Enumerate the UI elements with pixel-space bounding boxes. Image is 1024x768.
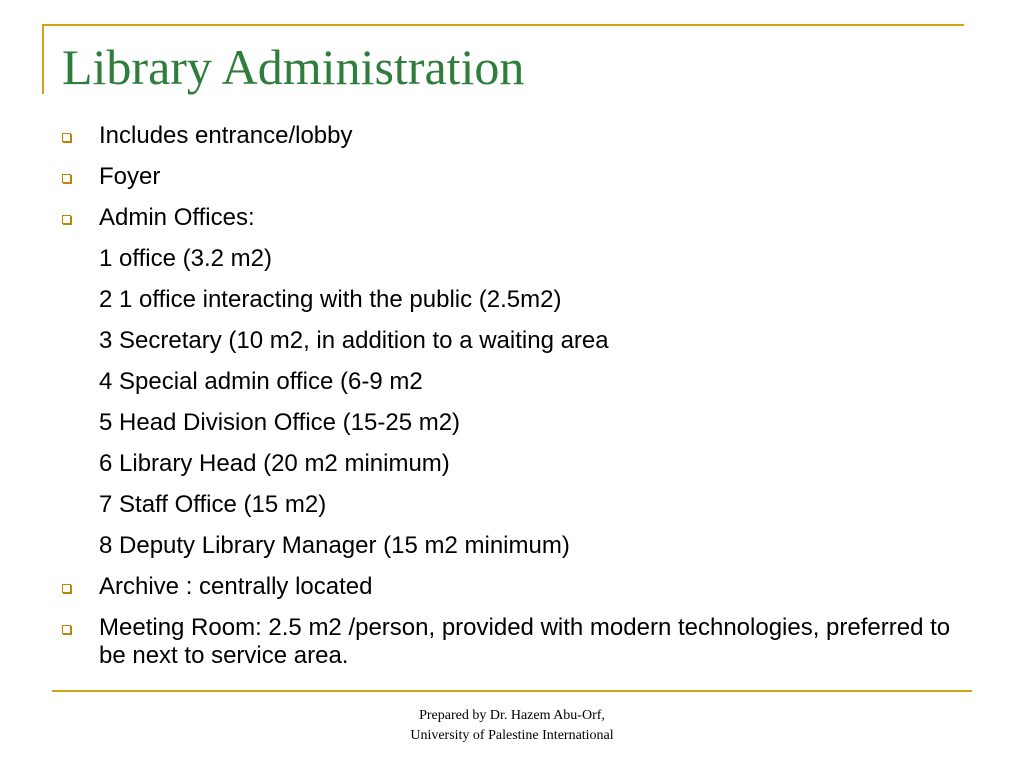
sub-item: 5 Head Division Office (15-25 m2) — [99, 409, 461, 436]
bullet-item — [62, 163, 962, 191]
slide-title: Library Administration — [62, 39, 525, 95]
sub-item: 6 Library Head (20 m2 minimum) — [99, 450, 450, 477]
sub-item: 1 office (3.2 m2) — [99, 245, 272, 272]
bottom-rule — [52, 690, 972, 692]
footer-line-institution: University of Palestine International — [410, 728, 614, 743]
bullet-item — [62, 122, 962, 150]
bullet-text: Foyer — [99, 163, 161, 190]
bullet-text: Includes entrance/lobby — [99, 122, 353, 149]
square-bullet-icon — [62, 625, 71, 634]
bullet-text: Admin Offices: — [99, 204, 255, 231]
square-bullet-icon — [62, 584, 71, 593]
sub-item: 2 1 office interacting with the public (2.5m2) — [99, 286, 562, 313]
square-bullet-icon — [62, 133, 71, 142]
sub-item: 3 Secretary (10 m2, in addition to a waiting area — [99, 327, 609, 354]
sub-item: 7 Staff Office (15 m2) — [99, 491, 327, 518]
slide-body — [62, 122, 962, 683]
square-bullet-icon — [62, 215, 71, 224]
bullet-text: Archive : centrally located — [99, 573, 373, 600]
bullet-item — [62, 204, 962, 232]
bullet-text: Meeting Room: 2.5 m2 /person, provided with modern technologies, preferred to be next to service area. — [99, 614, 951, 669]
bullet-item — [62, 614, 962, 670]
square-bullet-icon — [62, 174, 71, 183]
slide-footer — [300, 706, 724, 746]
sub-item: 4 Special admin office (6-9 m2 — [99, 368, 423, 395]
footer-line-author: Prepared by Dr. Hazem Abu-Orf, — [419, 708, 605, 723]
sub-item: 8 Deputy Library Manager (15 m2 minimum) — [99, 532, 570, 559]
left-border-rule — [42, 24, 44, 94]
bullet-item — [62, 573, 962, 601]
top-border-rule — [42, 24, 964, 26]
